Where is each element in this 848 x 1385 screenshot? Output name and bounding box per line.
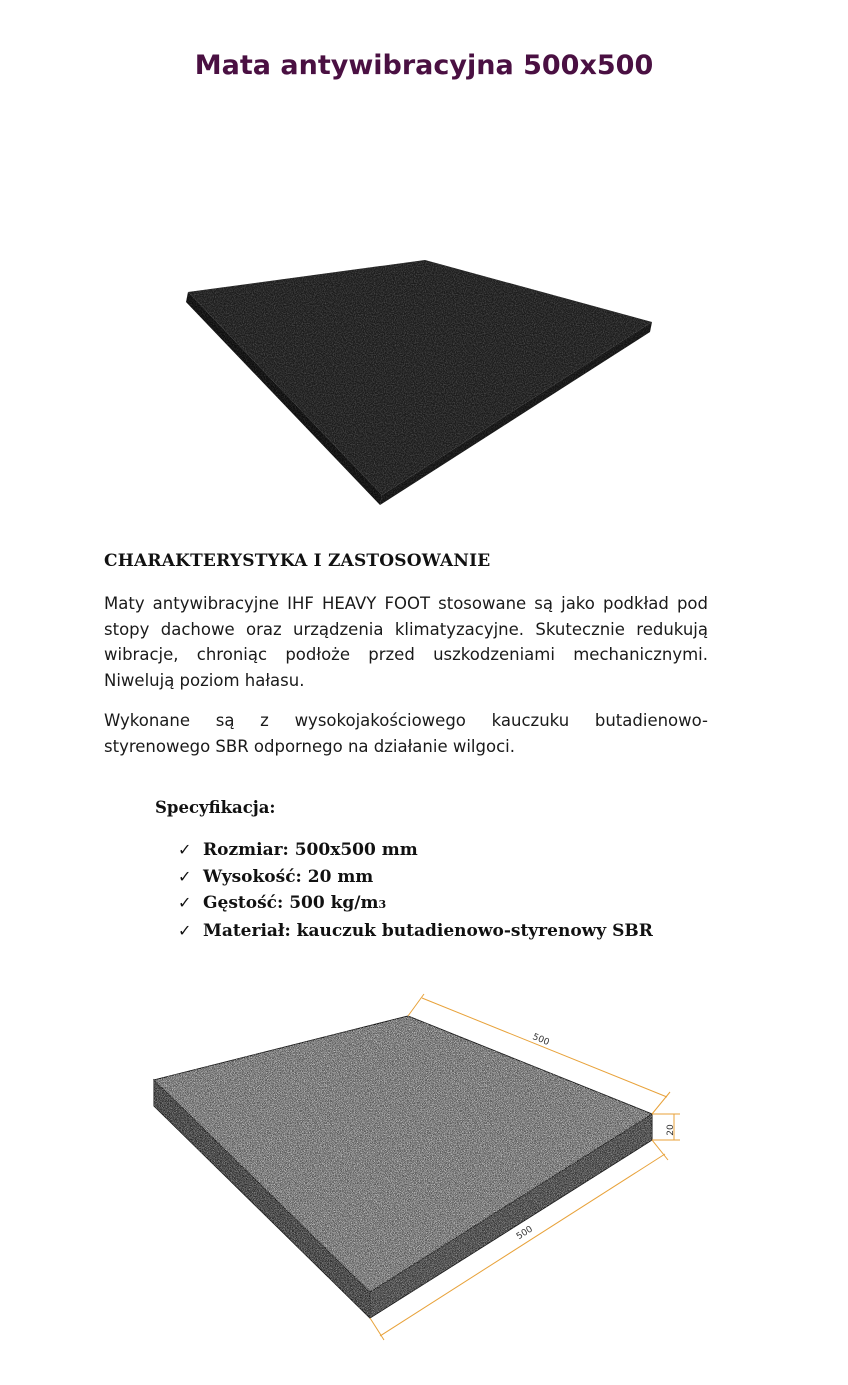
product-photo [170,260,670,505]
section-heading: CHARAKTERYSTYKA I ZASTOSOWANIE [104,551,491,571]
spec-title: Specyfikacja: [155,798,276,817]
dimension-bottom-label: 500 [514,1224,535,1243]
checkmark-icon: ✓ [178,893,192,912]
spec-item-label: Rozmiar: 500x500 mm [203,840,418,860]
material-paragraph: Wykonane są z wysokojakościowego kauczuku butadienowo-styrenowego SBR odpornego na działanie wilgoci. [104,711,708,756]
checkmark-icon: ✓ [178,866,192,886]
spec-item-sup: 3 [378,898,387,911]
spec-item-label: Wysokość: 20 mm [203,866,374,887]
spec-item-label: Gęstość: 500 kg/m [203,893,379,913]
spec-item [178,837,653,864]
spec-item [178,864,653,891]
dimension-top-label: 500 [530,1032,551,1049]
dimension-height-label: 20 [666,1124,676,1136]
spec-item [178,918,653,945]
dimension-diagram [140,990,700,1350]
spec-list [178,837,653,944]
page-title: Mata antywibracyjna 500x500 [194,50,654,81]
description-paragraph: Maty antywibracyjne IHF HEAVY FOOT stosowane są jako podkład pod stopy dachowe oraz urządzenia klimatyzacyjne. Skutecznie redukują wibracje, chroniąc podłoże przed uszkodzeniami mechanicznymi. Niwelują poziom hałasu. [104,594,708,690]
checkmark-icon: ✓ [178,840,192,859]
spec-item-label: Materiał: kauczuk butadienowo-styrenowy SBR [203,920,653,941]
checkmark-icon: ✓ [178,920,192,940]
spec-item [178,890,653,918]
